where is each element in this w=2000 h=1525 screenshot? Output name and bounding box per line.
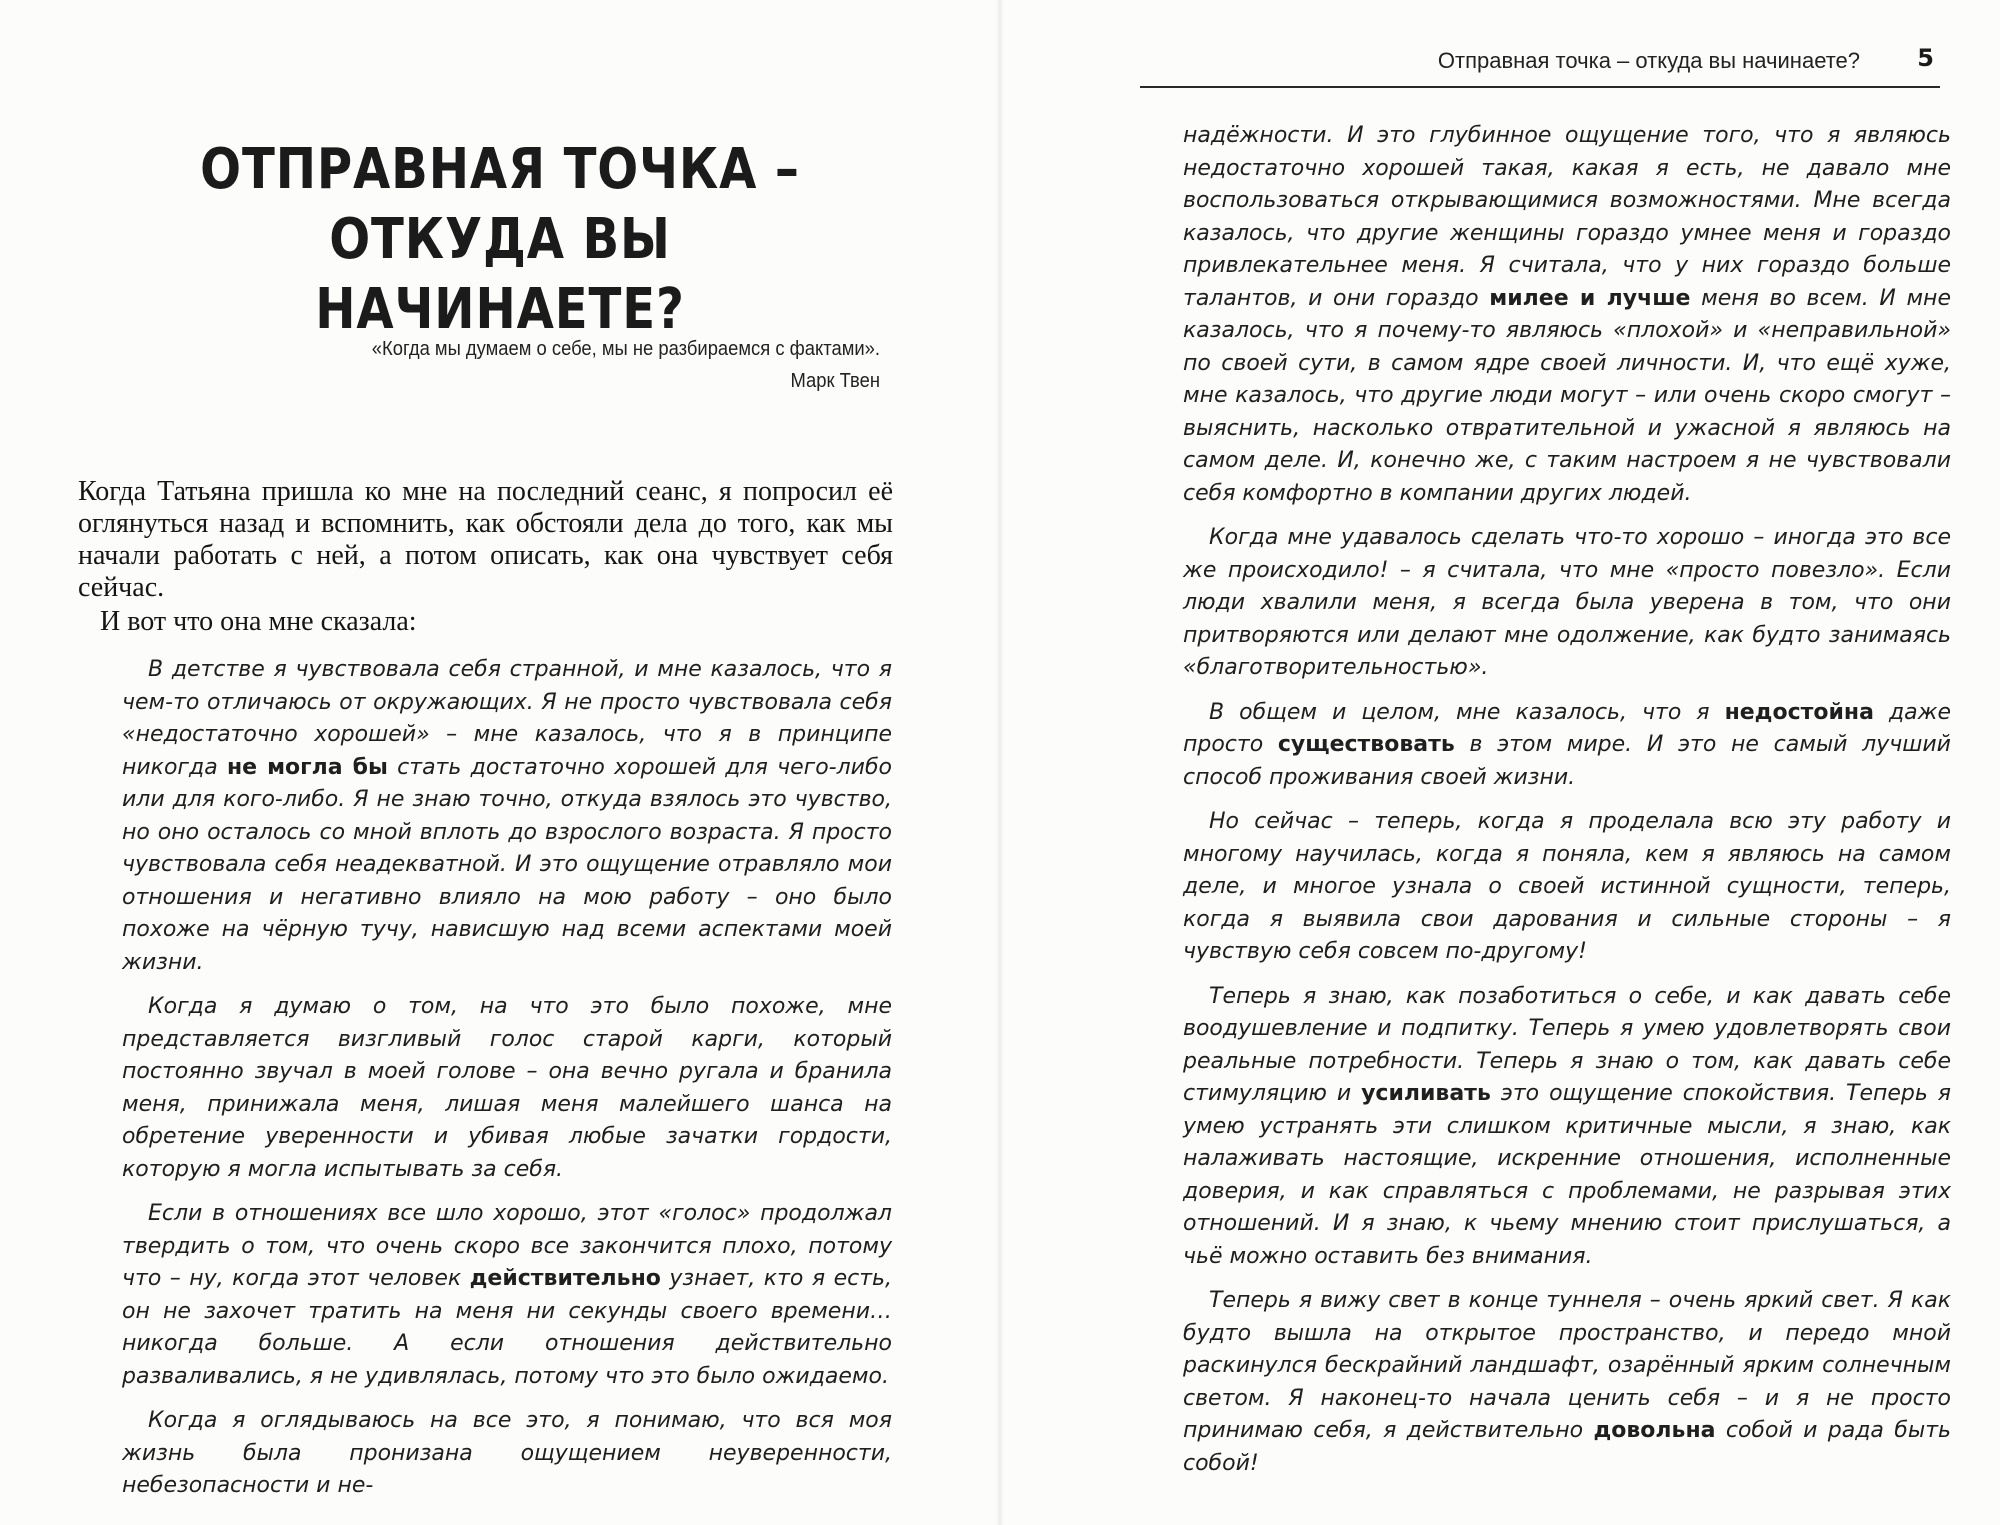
letter-paragraph: Когда мне удавалось сделать что-то хорошо – иногда это все же происходило! – я считала, что мне «просто повезло». Если люди хвалили меня, я всегда была уверена в том, что они притворяются или делают мне одолжение, как будто занимаясь «благотворительностью». xyxy=(1183,525,1951,680)
epigraph-quote: «Когда мы думаем о себе, мы не разбираемся с фактами». xyxy=(371,338,880,360)
letter-paragraph: надёжности. И это глубинное ощущение того, что я являюсь недостаточно хорошей такая, какая я есть, не давало мне воспользоваться открывающимися возможностями. Мне всегда казалось, что другие женщины гораздо умнее меня и гораздо привлекательнее меня. Я считала, что у них гораздо больше талантов, и они гораздо милее и лучше меня во всем. И мне казалось, что я почему-то являюсь «плохой» и «неправильной» по своей сути, в самом ядре своей личности. И, что ещё хуже, мне казалось, что другие люди могут – или очень скоро смогут – выяснить, насколько отвратительной и ужасной я являюсь на самом деле. И, конечно же, с таким настроем я не чувствовали себя комфортно в компании других людей. xyxy=(1183,123,1951,506)
intro-text xyxy=(78,476,893,638)
intro-paragraph: Когда Татьяна пришла ко мне на последний сеанс, я попросил её оглянуться назад и вспомнить, как обстояли дела до того, как мы начали работать с ней, а потом описать, как она чувствует себя сейчас. xyxy=(78,476,893,603)
letter-paragraph: Но сейчас – теперь, когда я проделала всю эту работу и многому научилась, когда я поняла, кем я являюсь на самом деле, и многое узнала о своей истинной сущности, теперь, когда я выявила свои дарования и сильные стороны – я чувствую себя совсем по-другому! xyxy=(1183,809,1951,964)
running-header-title: Отправная точка – откуда вы начинаете? xyxy=(1437,48,1860,73)
emphasis-text: довольна xyxy=(1593,1418,1716,1443)
emphasis-text: не могла бы xyxy=(226,754,388,780)
epigraph-author: Марк Твен xyxy=(790,370,880,392)
emphasis-text: недостойна xyxy=(1724,699,1874,725)
epigraph xyxy=(300,333,880,397)
letter-paragraph: В детстве я чувствовала себя странной, и мне казалось, что я чем-то отличаюсь от окружающих. Я не просто чувствовала себя «недостаточно хорошей» – мне казалось, что я в принципе никогда не могла бы стать достаточно хорошей для чего-либо или для кого-либо. Я не знаю точно, откуда взялось это чувство, но оно осталось со мной вплоть до взрослого возраста. Я просто чувствовала себя неадекватной. И это ощущение отравляло мои отношения и негативно влияло на мою работу – оно было похоже на чёрную тучу, нависшую над всеми аспектами моей жизни. xyxy=(122,657,892,975)
running-header xyxy=(1140,46,1940,88)
emphasis-text: действительно xyxy=(469,1266,661,1291)
letter-paragraph: Когда я думаю о том, на что это было похоже, мне представляется визгливый голос старой карги, который постоянно звучал в моей голове – она вечно ругала и бранила меня, принижала меня, лишая меня малейшего шанса на обретение уверенности и убивая любые зачатки гордости, которую я могла испытывать за себя. xyxy=(122,994,892,1182)
emphasis-text: усиливать xyxy=(1361,1081,1491,1106)
emphasis-text: существовать xyxy=(1277,732,1455,757)
page-number: 5 xyxy=(1917,44,1934,72)
chapter-title xyxy=(173,135,827,345)
letter-paragraph: Если в отношениях все шло хорошо, этот «голос» продолжал твердить о том, что очень скоро все закончится плохо, потому что – ну, когда этот человек действительно узнает, кто я есть, он не захочет тратить на меня ни секунды своего времени… никогда больше. А если отношения действительно разваливались, я не удивлялась, потому что это было ожидаемо. xyxy=(122,1201,892,1389)
letter-paragraph: Когда я оглядываюсь на все это, я понимаю, что вся моя жизнь была пронизана ощущением неуверенности, небезопасности и не- xyxy=(122,1408,892,1498)
emphasis-text: милее и лучше xyxy=(1489,285,1691,311)
letter-paragraph: Теперь я вижу свет в конце туннеля – очень яркий свет. Я как будто вышла на открытое пространство, и передо мной раскинулся бескрайний ландшафт, озарённый ярким солнечным светом. Я наконец-то начала ценить себя – и я не просто принимаю себя, я действительно довольна собой и рада быть собой! xyxy=(1183,1288,1952,1476)
intro-paragraph: И вот что она мне сказала: xyxy=(100,606,417,637)
letter-paragraph: Теперь я знаю, как позаботиться о себе, и как давать себе воодушевление и подпитку. Теперь я умею удовлетворять свои реальные потребности. Теперь я знаю о том, как давать себе стимуляцию и усиливать это ощущение спокойствия. Теперь я умею устранять эти слишком критичные мысли, я знаю, как налаживать настоящие, искренние отношения, исполненные доверия, и как справляться с проблемами, не разрывая этих отношений. И я знаю, к чьему мнению стоит прислушаться, а чьё можно оставить без внимания. xyxy=(1183,983,1952,1269)
quoted-letter-left xyxy=(122,654,892,1515)
letter-paragraph: В общем и целом, мне казалось, что я недостойна даже просто существовать в этом мире. И это не самый лучший способ проживания своей жизни. xyxy=(1183,699,1951,790)
chapter-title-line-1: ОТПРАВНАЯ ТОЧКА – xyxy=(200,137,800,202)
quoted-letter-right xyxy=(1183,120,1951,1492)
chapter-title-line-2: ОТКУДА ВЫ НАЧИНАЕТЕ? xyxy=(315,207,685,342)
